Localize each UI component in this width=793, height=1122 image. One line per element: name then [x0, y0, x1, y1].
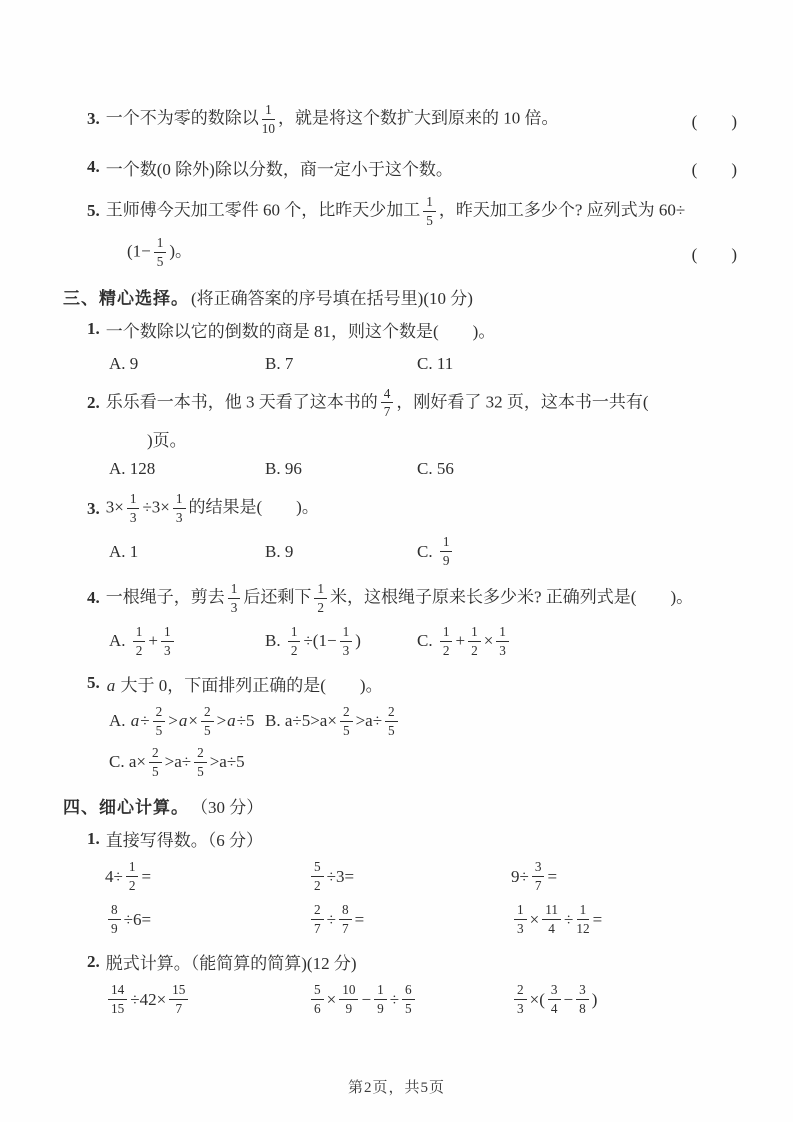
fraction: $\frac{2}{5}$ — [340, 705, 353, 738]
option-c: C. $\frac{1}{9}$ — [417, 534, 737, 569]
choice-options-5-ab — [109, 704, 737, 739]
choice-question-4 — [63, 581, 737, 616]
question-text: a 大于 0，下面排列正确的是( )。 — [106, 675, 383, 695]
judgement-item-3 — [63, 102, 737, 137]
choice-options-3 — [109, 534, 737, 569]
fraction: $\frac{1}{2}$ — [126, 860, 139, 893]
page-footer: 第2页，共5页 — [347, 1080, 445, 1096]
fraction: $\frac{11}{4}$ — [542, 903, 561, 936]
calc-expression: $\frac{1}{3}$ × $\frac{11}{4}$ ÷ $\frac{1}{12}$ = — [511, 902, 737, 937]
option-c: C. 11 — [417, 353, 454, 373]
fraction: $\frac{5}{2}$ — [311, 860, 324, 893]
section-note: （30 分） — [191, 798, 264, 818]
fraction: $\frac{3}{4}$ — [548, 983, 561, 1016]
option-b: B. 96 — [265, 459, 302, 479]
fraction: $\frac{1}{12}$ — [576, 902, 590, 937]
fraction: $\frac{2}{5}$ — [201, 705, 214, 738]
fraction: $\frac{2}{5}$ — [153, 705, 166, 738]
option-b: B. a÷5>a× $\frac{2}{5}$ >a÷ $\frac{2}{5}$ — [265, 704, 417, 739]
calc-expression: 4÷ $\frac{1}{2}$ = — [105, 859, 152, 894]
choice-options-2 — [109, 459, 737, 479]
choice-options-5-c — [109, 745, 737, 780]
fraction: $\frac{2}{5}$ — [194, 746, 207, 779]
fraction: $\frac{1}{2}$ — [133, 625, 146, 658]
calc-expression: $\frac{2}{3}$ ×( $\frac{3}{4}$ − $\frac{3}{8}$ ) — [511, 982, 737, 1017]
option-b: B. 9 — [265, 541, 294, 561]
fraction: $\frac{2}{7}$ — [311, 903, 324, 936]
option-b: B. 7 — [265, 353, 294, 373]
option-a: A. 9 — [109, 353, 139, 373]
fraction: $\frac{1}{3}$ — [127, 492, 140, 525]
answer-bracket: ( ) — [691, 111, 737, 131]
section4-header — [63, 793, 737, 818]
part-label: 脱式计算。（能简算的简算)(12 分) — [105, 954, 357, 974]
choice-question-3 — [63, 491, 737, 526]
section-note: (将正确答案的序号填在括号里)(10 分) — [191, 288, 473, 308]
fraction: $\frac{1}{2}$ — [440, 625, 453, 658]
item-text: 王师傅今天加工零件 60 个，比昨天少加工 $\frac{1}{5}$ ，昨天加工多少个? 应列式为 60÷ — [105, 193, 686, 228]
judgement-item-5-line1 — [63, 194, 737, 229]
calc-part1-label — [63, 826, 737, 851]
fraction: $\frac{2}{5}$ — [385, 705, 398, 738]
fraction: $\frac{1}{5}$ — [154, 236, 167, 269]
question-text: 一根绳子，剪去 $\frac{1}{3}$ 后还剩下 $\frac{1}{2}$ 米，这根绳子原来长多少米? 正确列式是( )。 — [105, 581, 694, 615]
option-a: A. a ÷ $\frac{2}{5}$ > a × $\frac{2}{5}$ > a ÷5 — [109, 703, 255, 738]
item-number: 3. — [87, 109, 100, 129]
fraction: $\frac{2}{5}$ — [149, 746, 162, 779]
item-number: 5. — [87, 201, 100, 221]
section-title: 三、精心选择。 — [63, 288, 189, 308]
fraction: $\frac{15}{7}$ — [169, 983, 188, 1016]
fraction: $\frac{10}{9}$ — [339, 983, 358, 1016]
part-number: 1. — [87, 828, 100, 848]
fraction: $\frac{1}{3}$ — [161, 625, 174, 658]
section3-header — [63, 284, 737, 309]
fraction: $\frac{4}{7}$ — [381, 387, 394, 420]
option-c: C. 56 — [417, 459, 454, 479]
fraction: $\frac{2}{3}$ — [514, 983, 527, 1016]
item-text: 一个数(0 除外)除以分数，商一定小于这个数。 — [105, 159, 453, 179]
choice-question-2 — [63, 386, 737, 421]
calc-expression: $\frac{2}{7}$ ÷ $\frac{8}{7}$ = — [308, 902, 511, 937]
question-number: 5. — [87, 673, 100, 693]
question-number: 3. — [87, 498, 100, 518]
fraction: $\frac{1}{2}$ — [314, 582, 327, 615]
option-a: A. 1 — [109, 541, 139, 561]
page-content — [63, 102, 737, 1017]
fraction: $\frac{1}{2}$ — [468, 625, 481, 658]
judgement-item-5-line2 — [63, 235, 737, 270]
fraction: $\frac{1}{9}$ — [440, 535, 453, 568]
calc-row-2 — [105, 902, 737, 937]
choice-options-1 — [109, 354, 737, 374]
part-label: 直接写得数。（6 分） — [105, 831, 263, 851]
option-a: A. $\frac{1}{2}$ + $\frac{1}{3}$ — [109, 624, 265, 659]
fraction: $\frac{8}{7}$ — [339, 903, 352, 936]
item-number: 4. — [87, 157, 100, 177]
fraction: $\frac{6}{5}$ — [402, 983, 415, 1016]
question-number: 4. — [87, 588, 100, 608]
fraction: $\frac{1}{3}$ — [340, 625, 353, 658]
fraction: $\frac{3}{8}$ — [576, 983, 589, 1016]
fraction: $\frac{14}{15}$ — [108, 983, 127, 1016]
question-text: 一个数除以它的倒数的商是 81，则这个数是( )。 — [105, 321, 496, 341]
fraction: $\frac{3}{7}$ — [532, 860, 545, 893]
fraction: $\frac{8}{9}$ — [108, 903, 121, 936]
judgement-item-4 — [63, 155, 737, 180]
answer-bracket: ( ) — [691, 244, 737, 264]
fraction: $\frac{1}{5}$ — [423, 195, 436, 228]
question-number: 1. — [87, 319, 100, 339]
calc-expression: $\frac{5}{6}$ × $\frac{10}{9}$ − $\frac{1}{9}$ ÷ $\frac{6}{5}$ — [308, 982, 511, 1017]
choice-question-1 — [63, 317, 737, 342]
item-text-continued: (1− $\frac{1}{5}$ )。 — [127, 234, 193, 269]
fraction: $\frac{1}{3}$ — [173, 492, 186, 525]
section-title: 四、细心计算。 — [63, 798, 189, 818]
fraction: $\frac{5}{6}$ — [311, 983, 324, 1016]
choice-options-4 — [109, 624, 737, 659]
calc-expression: $\frac{14}{15}$ ÷42× $\frac{15}{7}$ — [105, 982, 308, 1017]
question-text-continued: )页。 — [147, 431, 187, 451]
question-text: 乐乐看一本书，他 3 天看了这本书的 $\frac{4}{7}$ ，刚好看了 32 页，这本书一共有( — [105, 385, 649, 420]
fraction: $\frac{1}{3}$ — [514, 903, 527, 936]
option-c: C. $\frac{1}{2}$ + $\frac{1}{2}$ × $\frac{1}{3}$ — [417, 624, 737, 659]
part-number: 2. — [87, 951, 100, 971]
option-c: C. a× $\frac{2}{5}$ >a÷ $\frac{2}{5}$ >a÷5 — [109, 744, 245, 779]
question-number: 2. — [87, 392, 100, 412]
fraction: $\frac{1}{2}$ — [288, 625, 301, 658]
calc-part2-label — [63, 949, 737, 974]
answer-bracket: ( ) — [691, 159, 737, 179]
choice-question-2-line2 — [63, 426, 737, 451]
question-text: 3× $\frac{1}{3}$ ÷3× $\frac{1}{3}$ 的结果是( )。 — [105, 491, 319, 526]
fraction: $\frac{1}{10}$ — [261, 102, 275, 136]
option-b: B. $\frac{1}{2}$ ÷(1− $\frac{1}{3}$ ) — [265, 623, 361, 658]
option-a: A. 128 — [109, 459, 156, 479]
fraction: $\frac{1}{9}$ — [374, 983, 387, 1016]
calc-expression: 9÷ $\frac{3}{7}$ = — [511, 859, 558, 894]
calc-row-1 — [105, 859, 737, 894]
fraction: $\frac{1}{3}$ — [228, 582, 241, 615]
calc-expression: $\frac{8}{9}$ ÷6= — [105, 902, 308, 937]
calc-expression: $\frac{5}{2}$ ÷3= — [308, 859, 511, 894]
fraction: $\frac{1}{3}$ — [496, 625, 509, 658]
calc-row-3 — [105, 982, 737, 1017]
choice-question-5 — [63, 671, 737, 696]
item-text: 一个不为零的数除以 $\frac{1}{10}$ ，就是将这个数扩大到原来的 10 倍。 — [105, 102, 559, 136]
